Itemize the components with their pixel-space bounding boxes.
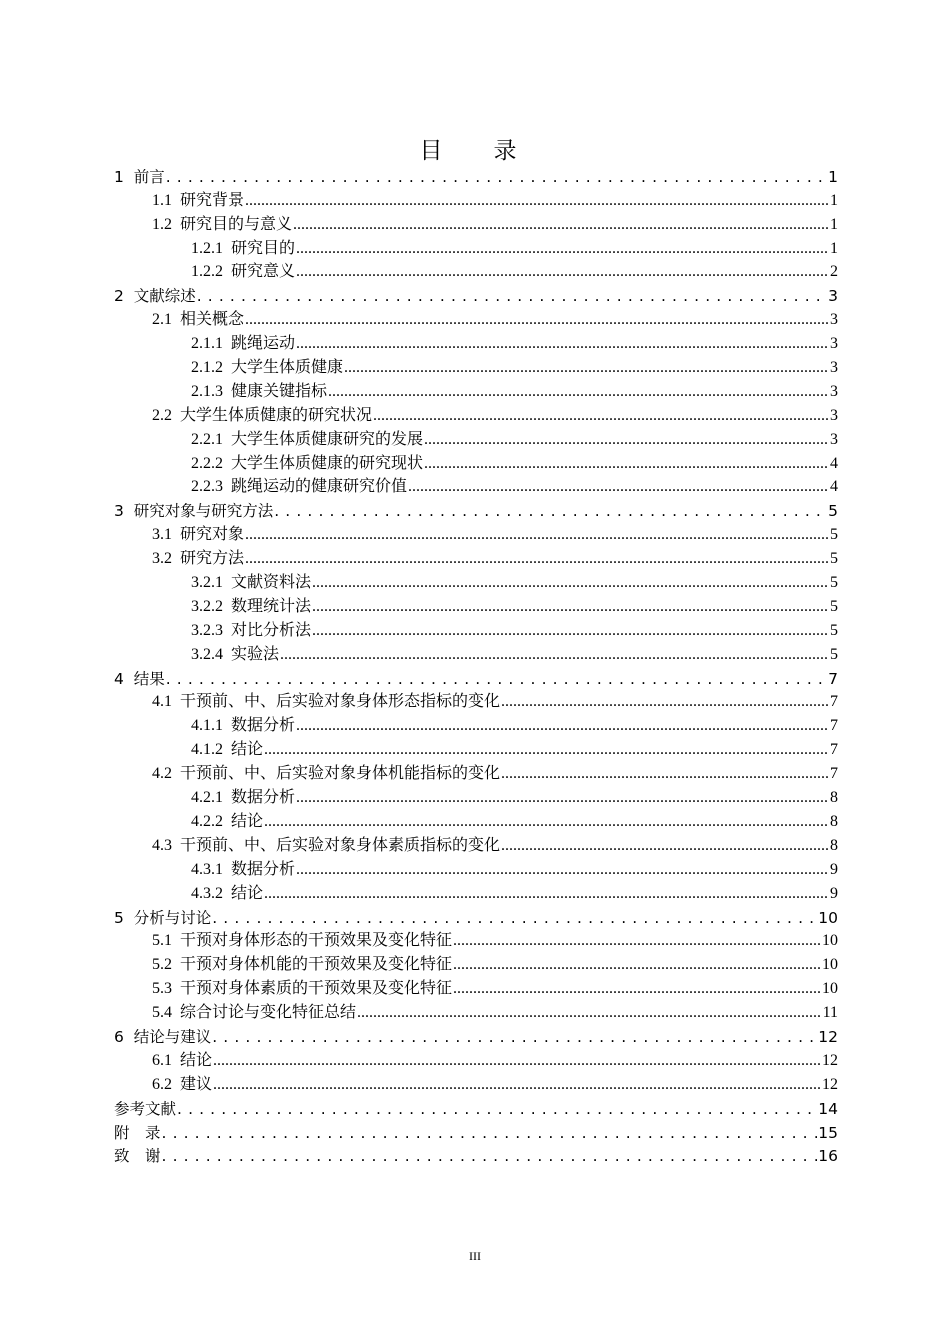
toc-entry-page: 10 — [822, 956, 838, 974]
toc-entry[interactable] — [114, 402, 838, 426]
toc-entry-page: 9 — [830, 884, 838, 902]
toc-entry-page: 3 — [828, 287, 838, 306]
toc-entry-page: 8 — [830, 836, 838, 854]
toc-entry[interactable] — [114, 784, 838, 808]
toc-entry[interactable] — [114, 306, 838, 330]
toc-leader-dots — [245, 191, 829, 211]
toc-leader-dots — [344, 358, 829, 378]
toc-entry[interactable] — [114, 1095, 838, 1119]
toc-entry-title: 参考文献 — [114, 1099, 177, 1118]
toc-entry[interactable] — [114, 187, 838, 211]
toc-leader-dots — [373, 406, 829, 426]
toc-entry[interactable] — [114, 1047, 838, 1071]
toc-entry-page: 5 — [830, 645, 838, 663]
toc-entry-title: 结论 — [231, 741, 264, 759]
toc-leader-dots — [197, 286, 827, 306]
toc-entry-page: 3 — [830, 430, 838, 448]
toc-entry-title: 对比分析法 — [231, 621, 312, 639]
toc-entry[interactable] — [114, 1071, 838, 1095]
toc-entry[interactable] — [114, 1119, 838, 1143]
toc-entry-number: 1.2.2 — [191, 263, 231, 281]
toc-entry[interactable] — [114, 904, 838, 928]
toc-entry-page: 1 — [830, 239, 838, 257]
toc-entry-page: 5 — [830, 621, 838, 639]
toc-entry-title: 实验法 — [231, 645, 280, 663]
toc-leader-dots — [357, 1003, 822, 1023]
toc-entry-title: 数理统计法 — [231, 597, 312, 615]
toc-leader-dots — [245, 310, 829, 330]
toc-entry[interactable] — [114, 1143, 838, 1167]
toc-entry-page: 7 — [830, 717, 838, 735]
toc-entry-number: 3.1 — [152, 526, 180, 544]
toc-entry[interactable] — [114, 521, 838, 545]
toc-entry-number: 4.1 — [152, 693, 180, 711]
toc-entry-page: 4 — [830, 478, 838, 496]
toc-entry-number: 2.2.2 — [191, 454, 231, 472]
toc-leader-dots — [212, 1027, 817, 1047]
toc-leader-dots — [274, 501, 827, 521]
toc-entry-number: 5.4 — [152, 1004, 180, 1022]
toc-leader-dots — [296, 716, 829, 736]
toc-entry-page: 16 — [818, 1147, 838, 1166]
toc-entry[interactable] — [114, 593, 838, 617]
toc-entry-number: 4.2.1 — [191, 789, 231, 807]
toc-entry[interactable] — [114, 545, 838, 569]
toc-leader-dots — [213, 1051, 821, 1071]
toc-entry-title: 研究方法 — [180, 550, 245, 568]
toc-entry-title: 大学生体质健康的研究现状 — [231, 454, 424, 472]
toc-entry-page: 7 — [830, 765, 838, 783]
toc-entry-page: 7 — [828, 669, 838, 688]
toc-leader-dots — [453, 931, 821, 951]
toc-entry-page: 3 — [830, 406, 838, 424]
toc-leader-dots — [296, 334, 829, 354]
toc-entry[interactable] — [114, 641, 838, 665]
toc-entry-page: 5 — [830, 597, 838, 615]
toc-entry-title: 数据分析 — [231, 789, 296, 807]
toc-entry-title: 干预对身体机能的干预效果及变化特征 — [180, 956, 453, 974]
toc-entry-title: 研究意义 — [231, 263, 296, 281]
toc-leader-dots — [453, 979, 821, 999]
toc-leader-dots — [264, 884, 829, 904]
toc-entry-number: 2.1 — [152, 311, 180, 329]
toc-entry-title: 健康关键指标 — [231, 382, 328, 400]
toc-entry[interactable] — [114, 856, 838, 880]
toc-entry[interactable] — [114, 163, 838, 187]
toc-entry-title: 文献资料法 — [231, 574, 312, 592]
toc-entry-number: 5 — [114, 908, 134, 927]
toc-entry[interactable] — [114, 211, 838, 235]
toc-leader-dots — [501, 764, 829, 784]
toc-entry-page: 10 — [822, 980, 838, 998]
toc-entry-page: 3 — [830, 359, 838, 377]
toc-entry[interactable] — [114, 808, 838, 832]
toc-entry-number: 2.2 — [152, 406, 180, 424]
toc-entry-title: 干预前、中、后实验对象身体素质指标的变化 — [180, 836, 501, 854]
toc-leader-dots — [280, 645, 829, 665]
toc-entry-number: 3.2 — [152, 550, 180, 568]
toc-leader-dots — [166, 669, 827, 689]
toc-entry-number: 4.3 — [152, 836, 180, 854]
toc-leader-dots — [312, 573, 829, 593]
page-footer-number: III — [469, 1249, 481, 1263]
toc-entry-title: 结果 — [133, 669, 165, 688]
toc-entry-page: 10 — [822, 932, 838, 950]
toc-leader-dots — [162, 1123, 818, 1143]
toc-entry-title: 大学生体质健康研究的发展 — [231, 430, 424, 448]
toc-leader-dots — [245, 525, 829, 545]
toc-entry-title: 结论 — [231, 884, 264, 902]
toc-entry[interactable] — [114, 951, 838, 975]
toc-entry-title: 研究背景 — [180, 191, 245, 209]
toc-entry-page: 3 — [830, 382, 838, 400]
toc-leader-dots — [424, 430, 829, 450]
toc-entry-number: 3.2.4 — [191, 645, 231, 663]
toc-entry-title: 附 录 — [114, 1123, 161, 1142]
toc-entry-number: 3 — [114, 502, 134, 521]
toc-entry[interactable] — [114, 617, 838, 641]
toc-title: 目 录 — [419, 138, 531, 164]
toc-entry-title: 研究目的与意义 — [180, 215, 293, 233]
toc-entry-title: 前言 — [133, 167, 165, 186]
toc-entry-number: 5.2 — [152, 956, 180, 974]
toc-entry-number: 2 — [114, 287, 134, 306]
toc-entry-page: 8 — [830, 789, 838, 807]
toc-leader-dots — [501, 692, 829, 712]
toc-leader-dots — [296, 860, 829, 880]
toc-entry[interactable] — [114, 999, 838, 1023]
toc-entry-title: 数据分析 — [231, 860, 296, 878]
toc-entry-title: 致 谢 — [114, 1147, 161, 1166]
toc-leader-dots — [296, 262, 829, 282]
toc-entry-title: 干预对身体素质的干预效果及变化特征 — [180, 980, 453, 998]
toc-entry-page: 1 — [828, 167, 838, 186]
toc-leader-dots — [312, 597, 829, 617]
toc-leader-dots — [212, 908, 817, 928]
toc-entry-number: 4 — [114, 669, 134, 688]
toc-entry-number: 1.2.1 — [191, 239, 231, 257]
toc-entry-title: 相关概念 — [180, 311, 245, 329]
toc-entry-title: 文献综述 — [133, 287, 196, 306]
toc-leader-dots — [166, 167, 827, 187]
toc-leader-dots — [213, 1075, 821, 1095]
toc-entry-title: 研究目的 — [231, 239, 296, 257]
toc-leader-dots — [453, 955, 821, 975]
toc-entry[interactable] — [114, 760, 838, 784]
toc-entry-number: 2.1.2 — [191, 359, 231, 377]
toc-entry-page: 5 — [830, 574, 838, 592]
toc-entry-page: 11 — [822, 1004, 838, 1022]
toc-entry-number: 6.1 — [152, 1051, 180, 1069]
toc-leader-dots — [293, 215, 829, 235]
toc-leader-dots — [408, 477, 829, 497]
toc-entry-title: 综合讨论与变化特征总结 — [180, 1004, 357, 1022]
toc-entry-page: 7 — [830, 741, 838, 759]
toc-entry-number: 6.2 — [152, 1075, 180, 1093]
toc-entry-number: 4.3.2 — [191, 884, 231, 902]
toc-entry-title: 结论 — [180, 1051, 213, 1069]
toc-leader-dots — [264, 740, 829, 760]
toc-entry-number: 2.1.1 — [191, 335, 231, 353]
toc-entry-title: 研究对象与研究方法 — [133, 502, 274, 521]
toc-entry-page: 9 — [830, 860, 838, 878]
toc-leader-dots — [328, 382, 829, 402]
toc-entry-number: 5.3 — [152, 980, 180, 998]
toc-entry-number: 2.2.1 — [191, 430, 231, 448]
toc-entry-page: 12 — [822, 1051, 838, 1069]
toc-entry-number: 4.2.2 — [191, 812, 231, 830]
toc-entry[interactable] — [114, 880, 838, 904]
toc-entry-page: 1 — [830, 191, 838, 209]
toc-entry-number: 4.1.2 — [191, 741, 231, 759]
toc-entry[interactable] — [114, 474, 838, 498]
toc-entry[interactable] — [114, 736, 838, 760]
toc-entry[interactable] — [114, 832, 838, 856]
toc-entry-number: 6 — [114, 1027, 134, 1046]
toc-entry-title: 建议 — [180, 1075, 213, 1093]
toc-leader-dots — [177, 1099, 817, 1119]
toc-entry[interactable] — [114, 330, 838, 354]
toc-entry-title: 数据分析 — [231, 717, 296, 735]
toc-entry-number: 5.1 — [152, 932, 180, 950]
toc-entry-page: 14 — [818, 1099, 838, 1118]
toc-entry[interactable] — [114, 689, 838, 713]
toc-entry-page: 4 — [830, 454, 838, 472]
toc-entry-page: 10 — [818, 908, 838, 927]
toc-leader-dots — [264, 812, 829, 832]
toc-entry-page: 2 — [830, 263, 838, 281]
toc-entry[interactable] — [114, 259, 838, 283]
toc-entry-number: 1.1 — [152, 191, 180, 209]
toc-entry-page: 3 — [830, 311, 838, 329]
toc-leader-dots — [424, 454, 829, 474]
toc-leader-dots — [245, 549, 829, 569]
toc-leader-dots — [312, 621, 829, 641]
toc-leader-dots — [501, 836, 829, 856]
toc-entry-number: 1.2 — [152, 215, 180, 233]
toc-entry[interactable] — [114, 712, 838, 736]
toc-entry-number: 4.3.1 — [191, 860, 231, 878]
toc-entry-page: 5 — [828, 502, 838, 521]
toc-entry-page: 5 — [830, 550, 838, 568]
toc-entry[interactable] — [114, 975, 838, 999]
toc-entry-number: 1 — [114, 167, 134, 186]
toc-entry-page: 7 — [830, 693, 838, 711]
toc-entry-title: 干预对身体形态的干预效果及变化特征 — [180, 932, 453, 950]
toc-entry[interactable] — [114, 426, 838, 450]
toc-entry-number: 4.1.1 — [191, 717, 231, 735]
toc-entry[interactable] — [114, 497, 838, 521]
toc-entry[interactable] — [114, 450, 838, 474]
toc-entry[interactable] — [114, 354, 838, 378]
toc-entry[interactable] — [114, 928, 838, 952]
toc-entry-title: 干预前、中、后实验对象身体形态指标的变化 — [180, 693, 501, 711]
toc-entry[interactable] — [114, 378, 838, 402]
table-of-contents — [114, 163, 838, 1166]
toc-entry-page: 5 — [830, 526, 838, 544]
toc-entry[interactable] — [114, 235, 838, 259]
toc-entry-page: 8 — [830, 812, 838, 830]
toc-entry-page: 15 — [818, 1123, 838, 1142]
toc-entry-page: 12 — [818, 1027, 838, 1046]
toc-entry-title: 研究对象 — [180, 526, 245, 544]
toc-entry-title: 大学生体质健康的研究状况 — [180, 406, 373, 424]
toc-leader-dots — [296, 239, 829, 259]
toc-entry-number: 2.1.3 — [191, 382, 231, 400]
toc-leader-dots — [162, 1146, 818, 1166]
toc-entry-title: 大学生体质健康 — [231, 359, 344, 377]
toc-entry-number: 4.2 — [152, 765, 180, 783]
toc-entry[interactable] — [114, 665, 838, 689]
toc-entry-number: 2.2.3 — [191, 478, 231, 496]
toc-entry[interactable] — [114, 569, 838, 593]
toc-entry[interactable] — [114, 1023, 838, 1047]
toc-entry-page: 1 — [830, 215, 838, 233]
toc-entry-number: 3.2.3 — [191, 621, 231, 639]
toc-entry-title: 跳绳运动的健康研究价值 — [231, 478, 408, 496]
toc-entry-title: 跳绳运动 — [231, 335, 296, 353]
toc-entry-title: 结论 — [231, 812, 264, 830]
toc-entry-title: 干预前、中、后实验对象身体机能指标的变化 — [180, 765, 501, 783]
toc-entry-number: 3.2.1 — [191, 574, 231, 592]
toc-entry-page: 3 — [830, 335, 838, 353]
toc-leader-dots — [296, 788, 829, 808]
toc-entry[interactable] — [114, 282, 838, 306]
toc-entry-page: 12 — [822, 1075, 838, 1093]
toc-entry-title: 分析与讨论 — [133, 908, 212, 927]
toc-entry-number: 3.2.2 — [191, 597, 231, 615]
toc-entry-title: 结论与建议 — [133, 1027, 212, 1046]
